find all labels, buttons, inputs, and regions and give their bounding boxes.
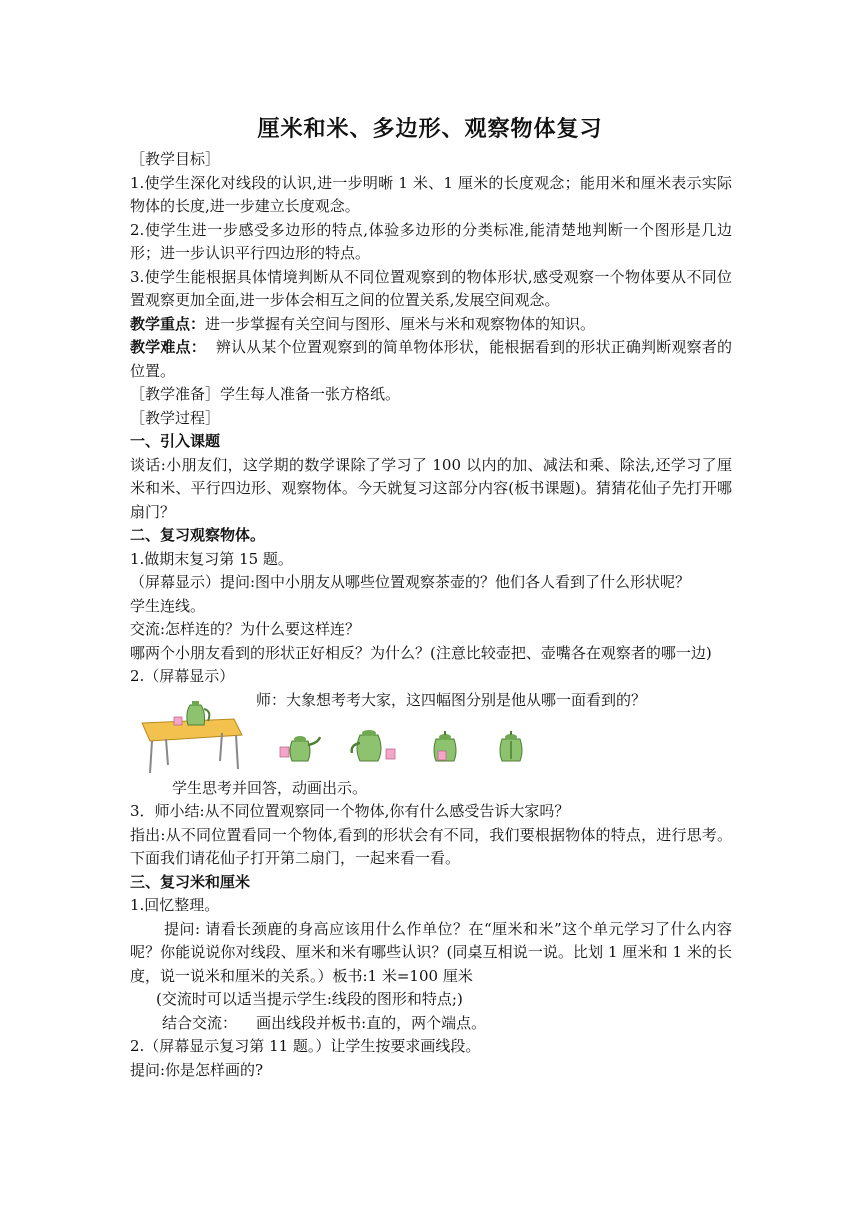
section-2-item-5: 哪两个小朋友看到的形状正好相反？为什么？(注意比较壶把、壶嘴各在观察者的哪一边) — [130, 643, 712, 662]
difficulty-text: 辨认从某个位置观察到的简单物体形状，能根据看到的形状正确判断观察者的位置。 — [130, 338, 732, 380]
section-2-item-7: 学生思考并回答，动画出示。 — [172, 778, 368, 797]
section-1-text: 谈话:小朋友们，这学期的数学课除了学习了 100 以内的加、减法和乘、除法,还学习了厘米和米、平行四边形、观察物体。今天就复习这部分内容(板书课题)。猜猜花仙子先打开哪扇门？ — [130, 455, 732, 521]
section-3-item-6: 提问:你是怎样画的? — [130, 1060, 264, 1079]
section-3-item-3: (交流时可以适当提示学生:线段的图形和特点;) — [156, 990, 463, 1008]
goal-2: 2.使学生进一步感受多边形的特点,体验多边形的分类标准,能清楚地判断一个图形是几边形；进一步认识平行四边形的特点。 — [130, 220, 732, 262]
section-3-item-2: 提问: 请看长颈鹿的身高应该用什么作单位？在“厘米和米”这个单元学习了什么内容呢？你能说说你对线段、厘米和米有哪些认识？(同桌互相说一说。比划 1 厘米和 1 米的长度，说一说米和厘米的关系。）板书:1 米=100 厘米 — [130, 919, 732, 985]
document-body — [130, 148, 732, 1082]
section-2-item-3: 学生连线。 — [130, 596, 206, 615]
section-2-item-8: 3．师小结:从不同位置观察同一个物体,你有什么感受告诉大家吗？ — [130, 802, 570, 820]
kettle-view-4-icon — [500, 731, 522, 761]
preparation — [130, 383, 732, 407]
difficulty — [130, 336, 732, 383]
key-point-text: 进一步掌握有关空间与图形、厘米与米和观察物体的知识。 — [205, 314, 596, 333]
section-2-item-1: 1.做期末复习第 15 题。 — [130, 549, 293, 568]
figure-question: 师：大象想考考大家，这四幅图分别是他从哪一面看到的？ — [256, 690, 647, 709]
section-2-heading: 二、复习观察物体。 — [130, 526, 266, 544]
section-2-item-2: （屏幕显示）提问:图中小朋友从哪些位置观察茶壶的？他们各人看到了什么形状呢？ — [130, 573, 691, 591]
page-title: 厘米和米、多边形、观察物体复习 — [257, 116, 603, 142]
key-point-label: 教学重点： — [130, 314, 206, 333]
section-3-item-4: 结合交流： 画出线段并板书:直的，两个端点。 — [162, 1013, 487, 1032]
goal-3: 3.使学生能根据具体情境判断从不同位置观察到的物体形状,感受观察一个物体要从不同位置观察更加全面,进一步体会相互之间的位置关系,发展空间观念。 — [130, 267, 732, 309]
kettle-figure — [130, 689, 732, 777]
section-3-heading: 三、复习米和厘米 — [130, 872, 251, 891]
key-point — [130, 313, 732, 337]
section-3-item-5: 2.（屏幕显示复习第 11 题。）让学生按要求画线段。 — [130, 1037, 481, 1055]
process-heading: ［教学过程］ — [130, 408, 221, 427]
goal-1: 1.使学生深化对线段的认识,进一步明晰 1 米、1 厘米的长度观念；能用米和厘米表示实际物体的长度,进一步建立长度观念。 — [130, 173, 732, 215]
kettle-view-1-icon — [280, 736, 320, 761]
section-2-item-4: 交流:怎样连的？为什么要这样连？ — [130, 620, 361, 638]
section-3-item-1: 1.回忆整理。 — [130, 896, 220, 914]
section-2-item-9: 指出:从不同位置看同一个物体,看到的形状会有不同，我们要根据物体的特点，进行思考。下面我们请花仙子打开第二扇门，一起来看一看。 — [130, 825, 732, 867]
preparation-text: 学生每人准备一张方格纸。 — [220, 385, 401, 403]
difficulty-label: 教学难点： — [130, 338, 206, 356]
kettle-illustration — [138, 695, 538, 777]
table-with-kettle-and-cup-icon — [142, 701, 242, 773]
section-1-heading: 一、引入课题 — [130, 432, 221, 450]
section-2-item-6: 2.（屏幕显示） — [130, 667, 235, 685]
kettle-view-3-icon — [434, 731, 456, 761]
kettle-view-2-icon — [352, 730, 395, 761]
preparation-label: ［教学准备］ — [130, 385, 221, 403]
goals-heading: ［教学目标］ — [130, 150, 221, 168]
